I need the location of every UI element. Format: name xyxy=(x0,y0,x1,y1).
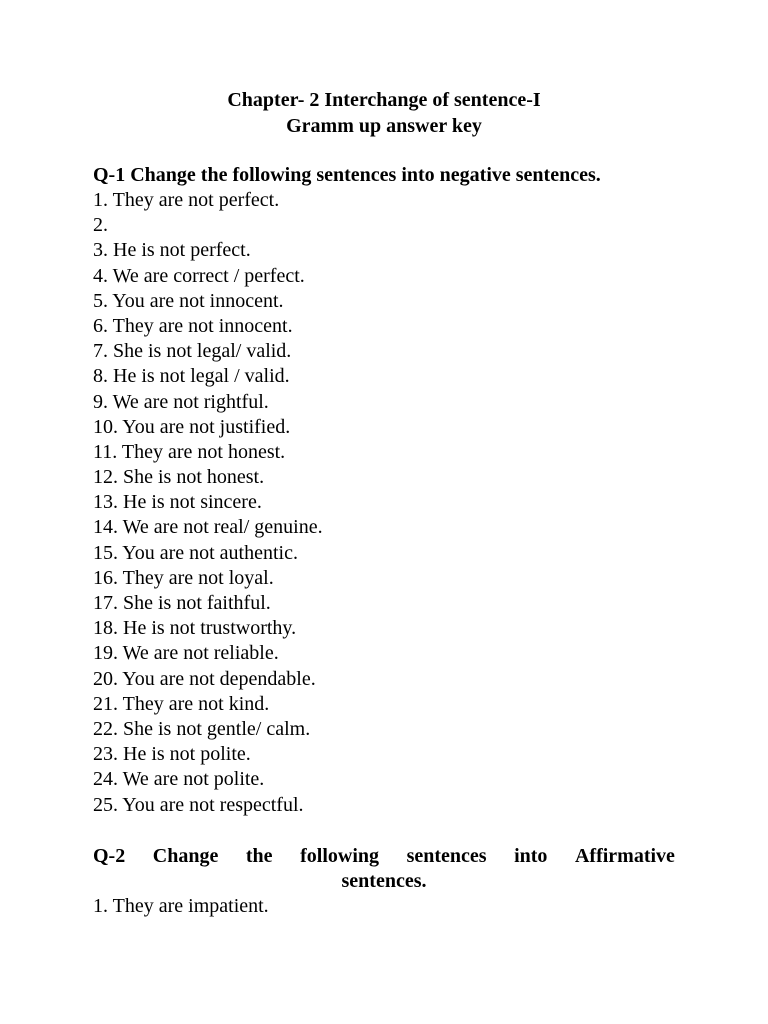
list-item: 23. He is not polite. xyxy=(93,743,251,766)
list-item: 15. You are not authentic. xyxy=(93,541,298,564)
q2-heading-line1 xyxy=(93,844,675,869)
list-item: 1. They are not perfect. xyxy=(93,189,280,211)
q2-heading-word: Change xyxy=(152,845,219,867)
list-item: 4. We are correct / perfect. xyxy=(93,264,305,287)
q2-heading-word: Q-2 xyxy=(93,845,126,867)
list-item: 12. She is not honest. xyxy=(93,466,265,489)
q2-answer-list xyxy=(93,894,269,919)
q2-heading-word: Affirmative xyxy=(574,845,675,867)
list-item: 16. They are not loyal. xyxy=(93,566,274,589)
list-item: 8. He is not legal / valid. xyxy=(93,365,290,388)
list-item: 14. We are not real/ genuine. xyxy=(93,516,323,539)
list-item: 6. They are not innocent. xyxy=(93,314,293,337)
q2-heading xyxy=(93,844,675,894)
list-item: 19. We are not reliable. xyxy=(93,642,279,665)
list-item: 10. You are not justified. xyxy=(93,415,291,438)
list-item: 22. She is not gentle/ calm. xyxy=(93,717,311,740)
list-item: 2. xyxy=(93,214,108,237)
q2-heading-line2: sentences. xyxy=(341,870,427,892)
list-item: 3. He is not perfect. xyxy=(93,239,251,262)
list-item: 24. We are not polite. xyxy=(93,768,265,791)
list-item: 25. You are not respectful. xyxy=(93,793,304,816)
list-item: 17. She is not faithful. xyxy=(93,592,271,614)
list-item: 5. You are not innocent. xyxy=(93,289,284,312)
answer-key-subtitle: Gramm up answer key xyxy=(286,115,482,137)
list-item: 1. They are impatient. xyxy=(93,895,269,917)
q2-heading-word: following xyxy=(300,845,380,867)
q1-heading: Q-1 Change the following sentences into negative sentences. xyxy=(93,164,601,186)
q1-answer-list xyxy=(93,188,323,818)
list-item: 18. He is not trustworthy. xyxy=(93,617,297,640)
list-item: 13. He is not sincere. xyxy=(93,491,262,514)
q2-heading-word: sentences xyxy=(406,845,487,867)
list-item: 21. They are not kind. xyxy=(93,692,270,715)
list-item: 20. You are not dependable. xyxy=(93,667,316,690)
q2-heading-word: into xyxy=(514,845,548,867)
chapter-title: Chapter- 2 Interchange of sentence-I xyxy=(227,89,541,111)
list-item: 11. They are not honest. xyxy=(93,440,286,463)
list-item: 7. She is not legal/ valid. xyxy=(93,340,292,363)
q2-heading-word: the xyxy=(245,845,273,867)
list-item: 9. We are not rightful. xyxy=(93,390,269,413)
